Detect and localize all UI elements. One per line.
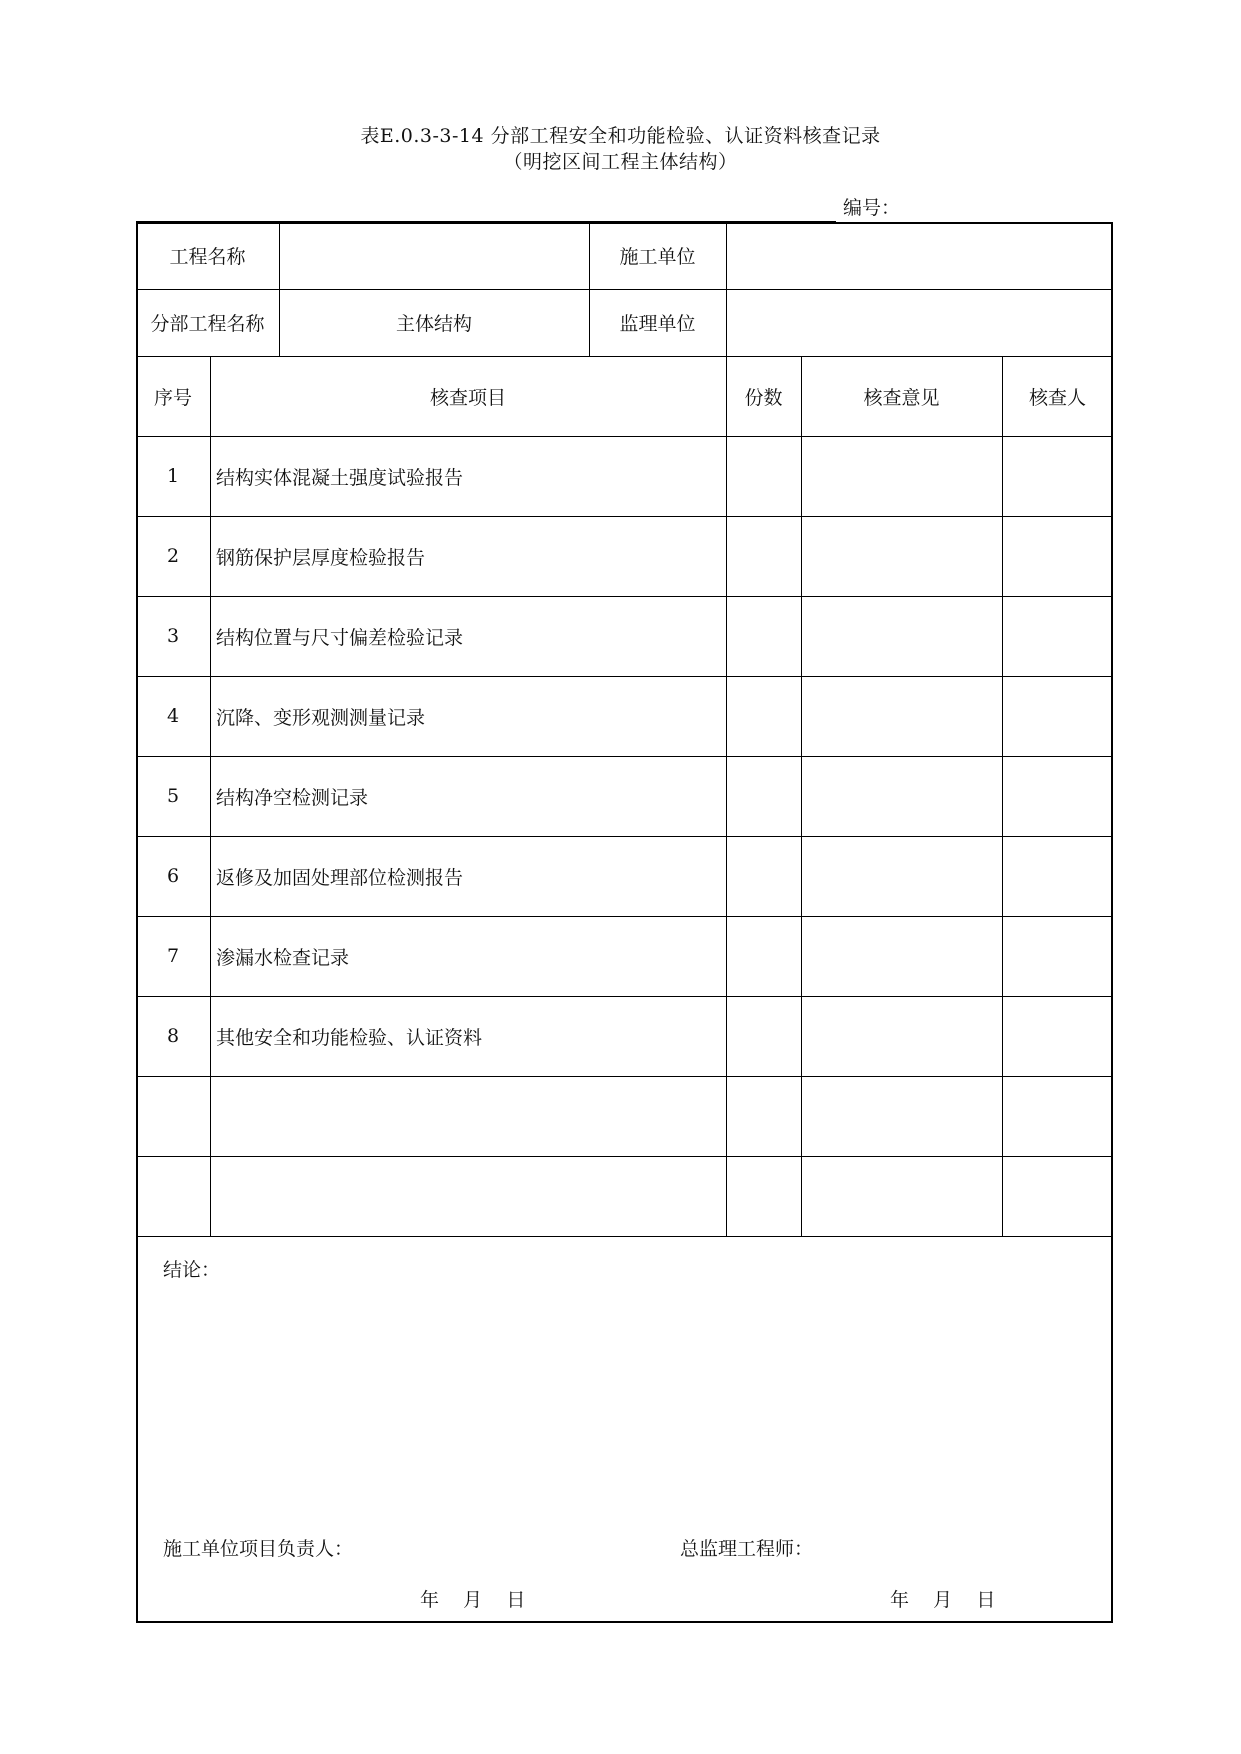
- row-seq-no: 8: [166, 1025, 180, 1047]
- row-seq-no: 2: [166, 545, 180, 567]
- row-check-item: 结构实体混凝土强度试验报告: [216, 466, 464, 489]
- row-check-item: 返修及加固处理部位检测报告: [216, 866, 464, 889]
- header-seq-no: 序号: [153, 386, 192, 409]
- header-checker: 核查人: [1028, 386, 1086, 409]
- date-right: 年 月 日: [890, 1589, 996, 1611]
- column-divider: [801, 356, 802, 1237]
- row-seq-no: 3: [166, 625, 180, 647]
- row-seq-no: 6: [166, 865, 180, 887]
- column-divider: [1002, 356, 1003, 1237]
- row-divider: [136, 1236, 1113, 1237]
- header-copies: 份数: [744, 386, 783, 409]
- row-seq-no: 1: [166, 465, 180, 487]
- row-check-item: 结构净空检测记录: [216, 786, 369, 809]
- row-check-item: 其他安全和功能检验、认证资料: [216, 1026, 483, 1049]
- row-check-item: [210, 1156, 726, 1236]
- supervision-unit-label: 监理单位: [619, 313, 696, 335]
- row-seq-no: 5: [166, 785, 180, 807]
- row-seq-no: [136, 1076, 210, 1156]
- chief-supervisor-label: 总监理工程师：: [680, 1538, 814, 1560]
- row-check-item: 结构位置与尺寸偏差检验记录: [216, 626, 464, 649]
- date-left: 年 月 日: [420, 1589, 526, 1611]
- row-seq-no: 4: [166, 705, 180, 727]
- header-check-opinion: 核查意见: [863, 386, 940, 409]
- supervision-unit-field[interactable]: [726, 289, 1113, 356]
- project-name-label: 工程名称: [169, 246, 246, 268]
- sub-project-field[interactable]: 主体结构: [395, 313, 472, 335]
- document-title: 表E.0.3-3-14 分部工程安全和功能检验、认证资料核查记录: [360, 125, 881, 147]
- document-subtitle: （明挖区间工程主体结构）: [503, 151, 738, 173]
- header-check-item: 核查项目: [429, 386, 506, 409]
- row-seq-no: 7: [166, 945, 180, 967]
- sub-project-label: 分部工程名称: [150, 313, 265, 335]
- project-name-field[interactable]: [279, 222, 589, 289]
- construction-unit-field[interactable]: [726, 222, 1113, 289]
- row-check-item: 钢筋保护层厚度检验报告: [216, 546, 426, 569]
- conclusion-label: 结论：: [163, 1259, 221, 1281]
- row-check-item: 沉降、变形观测测量记录: [216, 706, 426, 729]
- row-seq-no: [136, 1156, 210, 1236]
- construction-unit-label: 施工单位: [619, 246, 696, 268]
- row-check-item: [210, 1076, 726, 1156]
- column-divider: [726, 356, 727, 1237]
- serial-number-label: 编号：: [843, 197, 901, 219]
- construction-manager-label: 施工单位项目负责人：: [163, 1538, 354, 1560]
- row-check-item: 渗漏水检查记录: [216, 946, 350, 969]
